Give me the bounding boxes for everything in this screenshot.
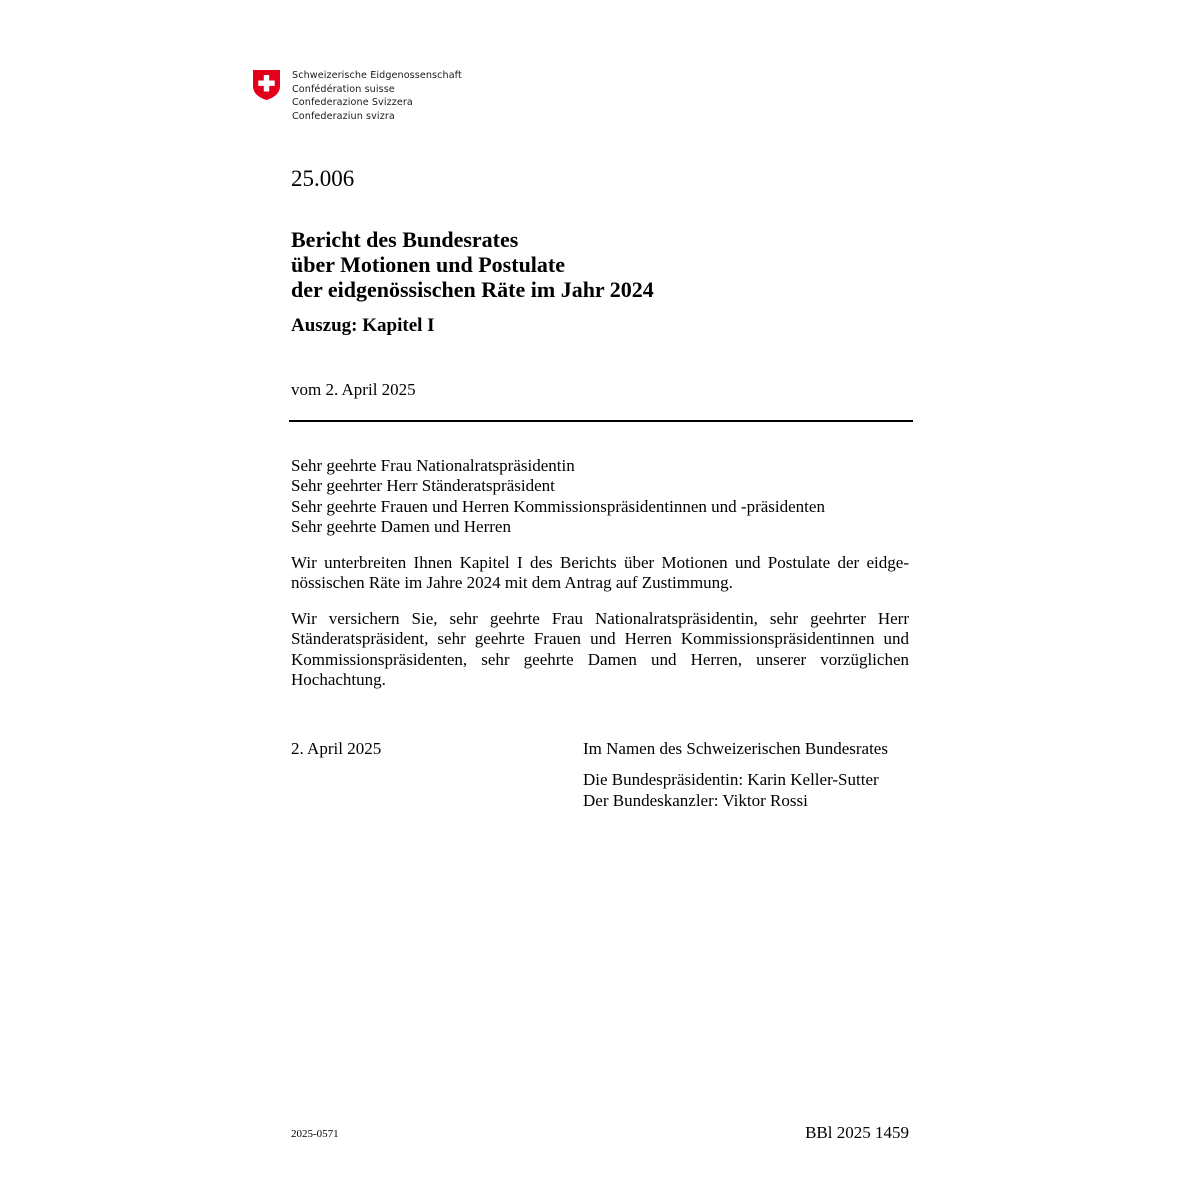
confederation-name-it: Confederazione Svizzera xyxy=(292,97,413,109)
swiss-cross-shield-icon xyxy=(252,69,281,101)
horizontal-divider xyxy=(289,420,913,422)
title-line: der eidgenössischen Räte im Jahr 2024 xyxy=(291,277,654,302)
footer-bbl-number: BBl 2025 1459 xyxy=(805,1123,909,1142)
title-line: Bericht des Bundesrates xyxy=(291,227,519,252)
document-subtitle: Auszug: Kapitel I xyxy=(291,315,435,336)
title-line: über Motionen und Postulate xyxy=(291,252,566,277)
footer-reference: 2025-0571 xyxy=(291,1128,339,1140)
salutation-line: Sehr geehrte Damen und Herren xyxy=(291,517,511,537)
salutation-block xyxy=(291,456,825,538)
salutation-line: Sehr geehrte Frauen und Herren Kommissionspräsidentinnen und -präsidenten xyxy=(291,496,825,516)
letter-paragraph-1: Wir unterbreiten Ihnen Kapitel I des Berichts über Motionen und Postulate der eidgenössischen Räte im Jahre 2024 mit dem Antrag auf Zustimmung. xyxy=(291,553,909,593)
document-date: vom 2. April 2025 xyxy=(291,380,416,399)
letter-paragraph-2: Wir versichern Sie, sehr geehrte Frau Nationalratspräsidentin, sehr geehrter Herr Ständeratspräsident, sehr geehrte Frauen und Herren Kommissionspräsidentinnen und Kommissionspräsidenten, sehr geehrte Damen und Herren, unserer vorzüglichen Hochachtung. xyxy=(291,609,909,690)
document-number: 25.006 xyxy=(291,166,355,191)
signature-on-behalf: Im Namen des Schweizerischen Bundesrates xyxy=(583,739,888,758)
confederation-name-de: Schweizerische Eidgenossenschaft xyxy=(292,70,462,81)
signature-chancellor: Der Bundeskanzler: Viktor Rossi xyxy=(583,790,808,810)
confederation-name-fr: Confédération suisse xyxy=(292,83,395,95)
signature-block xyxy=(583,739,888,811)
salutation-line: Sehr geehrte Frau Nationalratspräsidentin xyxy=(291,456,575,475)
confederation-names xyxy=(292,69,462,123)
salutation-line: Sehr geehrter Herr Ständeratspräsident xyxy=(291,476,555,496)
confederation-name-rm: Confederaziun svizra xyxy=(292,110,395,122)
signature-president: Die Bundespräsidentin: Karin Keller-Sutter xyxy=(583,770,879,790)
signature-date: 2. April 2025 xyxy=(291,739,382,758)
document-title xyxy=(291,227,654,302)
